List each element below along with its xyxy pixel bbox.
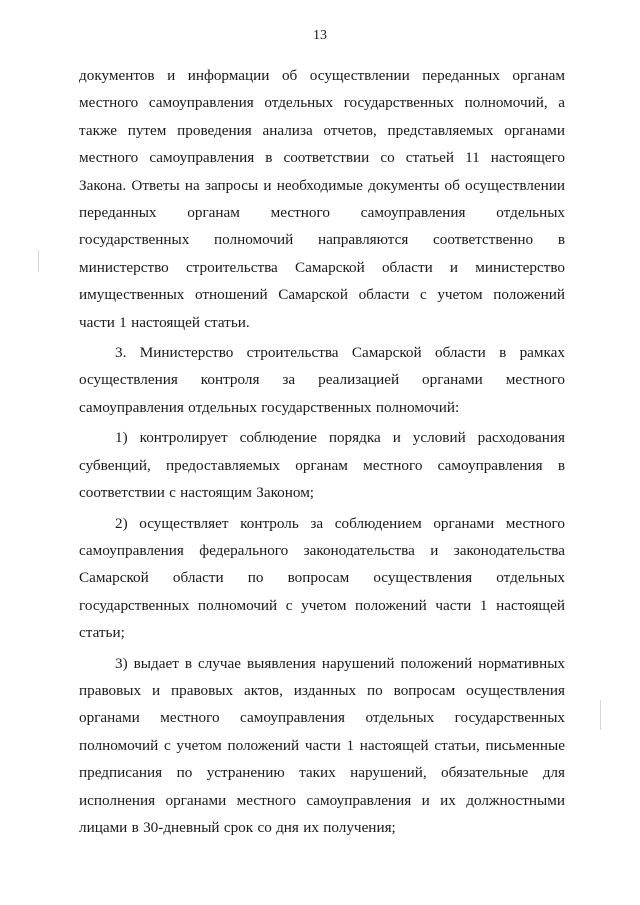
paragraph-subitem-1: 1) контролирует соблюдение порядка и условий расходования субвенций, предоставляемых органам местного самоуправления в соответствии с настоящим Законом; — [79, 429, 565, 502]
paragraph-subitem-2: 2) осуществляет контроль за соблюдением органами местного самоуправления федерального законодательства и законодательства Самарской области по вопросам осуществления отдельных государственных полномочий с учетом положений части 1 настоящей статьи; — [79, 514, 565, 642]
document-body — [79, 62, 565, 841]
scan-edge-mark-right — [600, 700, 601, 730]
scan-edge-mark-left — [38, 250, 39, 272]
paragraph-continuation: документов и информации об осуществлении переданных органам местного самоуправления отдельных государственных полномочий, а также путем проведения анализа отчетов, представляемых органами местного самоуправления в соответствии со статьей 11 настоящего Закона. Ответы на запросы и необходимые документы об осуществлении переданных органам местного самоуправления отдельных государственных полномочий направляются соответственно в министерство строительства Самарской области и министерство имущественных отношений Самарской области с учетом положений части 1 настоящей статьи. — [79, 67, 565, 331]
paragraph-subitem-3: 3) выдает в случае выявления нарушений положений нормативных правовых и правовых актов, изданных по вопросам осуществления органами местного самоуправления отдельных государственных полномочий с учетом положений части 1 настоящей статьи, письменные предписания по устранению таких нарушений, обязательные для исполнения органами местного самоуправления и их должностными лицами в 30-дневный срок со дня их получения; — [79, 654, 565, 836]
page-number: 13 — [313, 28, 327, 43]
paragraph-item-3: 3. Министерство строительства Самарской области в рамках осуществления контроля за реализацией органами местного самоуправления отдельных государственных полномочий: — [79, 344, 565, 416]
